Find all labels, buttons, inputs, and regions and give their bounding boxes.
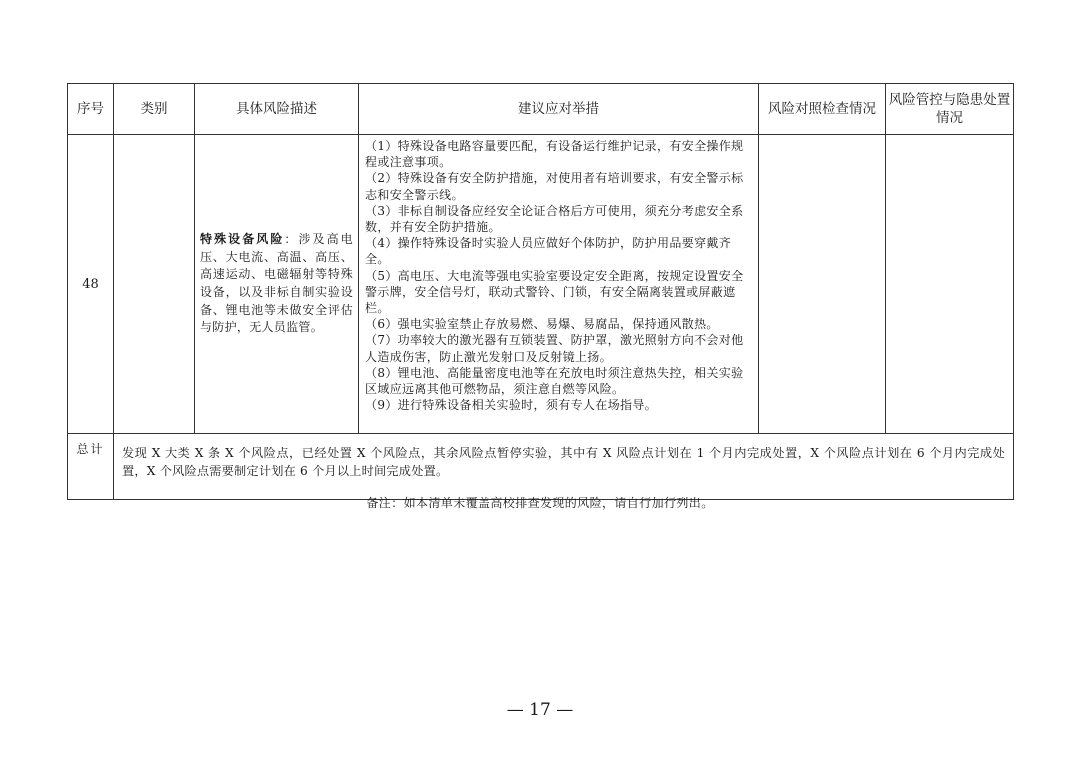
table-total-row	[68, 434, 1014, 500]
table-header-row	[68, 84, 1014, 135]
row-suggested-measures	[359, 135, 759, 434]
risk-detail: ：涉及高电压、大电流、高温、高压、高速运动、电磁辐射等特殊设备，以及非标自制实验设备、锂电池等未做安全评估与防护，无人员监管。	[200, 232, 353, 335]
measure-item: （9）进行特殊设备相关实验时，须有专人在场指导。	[365, 398, 658, 413]
table-row	[68, 135, 1014, 434]
row-risk-description	[195, 135, 359, 434]
header-number: 序号	[68, 84, 114, 135]
row-number: 48	[68, 135, 114, 434]
row-control-status	[886, 135, 1014, 434]
header-suggested-measures: 建议应对举措	[359, 84, 759, 135]
measure-item: （1）特殊设备电路容量要匹配，有设备运行维护记录，有安全操作规程或注意事项。	[365, 139, 744, 170]
header-control-status: 风险管控与隐患处置情况	[886, 84, 1014, 135]
total-label: 总计	[68, 434, 114, 500]
measure-item: （5）高电压、大电流等强电实验室要设定安全距离，按规定设置安全警示牌，安全信号灯，联动式警铃、门锁，有安全隔离装置或屏蔽遮栏。	[365, 268, 744, 316]
measure-item: （3）非标自制设备应经安全论证合格后方可使用，须充分考虑安全系数，并有安全防护措施。	[365, 203, 744, 235]
measure-item: （6）强电实验室禁止存放易燃、易爆、易腐品，保持通风散热。	[365, 317, 719, 332]
measure-item: （2）特殊设备有安全防护措施，对使用者有培训要求，有安全警示标志和安全警示线。	[365, 171, 744, 202]
row-category	[114, 135, 195, 434]
header-category: 类别	[114, 84, 195, 135]
row-check-status	[759, 135, 886, 434]
measure-item: （4）操作特殊设备时实验人员应做好个体防护，防护用品要穿戴齐全。	[365, 236, 732, 267]
risk-title: 特殊设备风险	[200, 232, 285, 247]
measure-item: （7）功率较大的激光器有互锁装置、防护罩，激光照射方向不会对他人造成伤害，防止激光发射口及反射镜上扬。	[365, 333, 744, 364]
header-risk-description: 具体风险描述	[195, 84, 359, 135]
measure-item: （8）锂电池、高能量密度电池等在充放电时须注意热失控，相关实验区域应远离其他可燃物品，须注意自燃等风险。	[365, 365, 744, 397]
page-number: — 17 —	[506, 700, 574, 720]
total-summary: 发现 X 大类 X 条 X 个风险点，已经处置 X 个风险点，其余风险点暂停实验，其中有 X 风险点计划在 1 个月内完成处置，X 个风险点计划在 6 个月内完成处置，X 个风险点需要制定计划在 6 个月以上时间完成处置。	[114, 434, 1014, 500]
header-check-status: 风险对照检查情况	[759, 84, 886, 135]
risk-checklist-table	[67, 83, 1014, 500]
footnote: 备注：如本清单未覆盖高校排查发现的风险，请自行加行列出。	[366, 496, 714, 510]
